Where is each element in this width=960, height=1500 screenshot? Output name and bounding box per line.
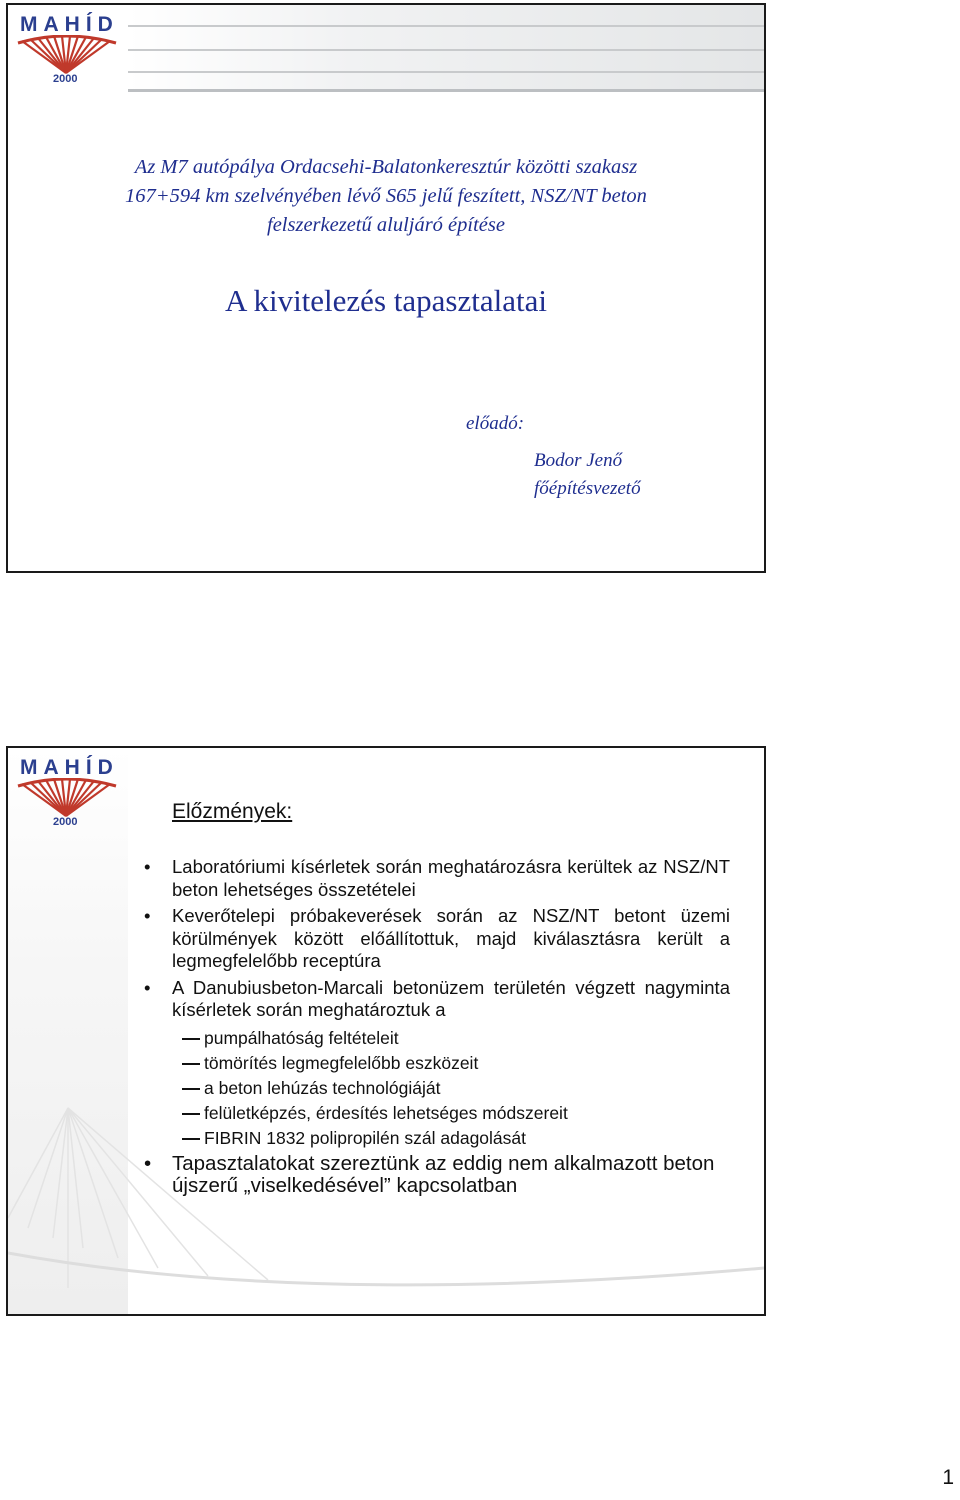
bullet-text: Laboratóriumi kísérletek során meghatározásra kerültek az NSZ/NT beton lehetséges összetételei: [172, 856, 730, 900]
content-slide: [6, 746, 766, 1316]
bullet-item: [140, 1153, 730, 1197]
sub-item: [140, 1051, 730, 1076]
logo-wordmark: MAHÍD: [20, 13, 119, 36]
bridge-fan-icon: [16, 778, 124, 818]
sub-item: [140, 1076, 730, 1101]
bullet-item: [140, 977, 730, 1022]
bridge-fan-icon: [16, 35, 124, 75]
sub-item-text: a beton lehúzás technológiáját: [204, 1077, 441, 1098]
title-line: 167+594 km szelvényében lévő S65 jelű feszített, NSZ/NT beton: [125, 185, 647, 207]
bullet-text: A Danubiusbeton-Marcali betonüzem területén végzett nagyminta kísérletek során meghatároztuk a: [172, 976, 730, 1020]
bullet-text: Keverőtelepi próbakeverések során az NSZ/NT betont üzemi körülmények között előállítottuk, majd kiválasztásra került a legmegfelelőbb receptúra: [172, 905, 730, 971]
sub-item: [140, 1126, 730, 1151]
page-number: 1: [942, 1466, 954, 1489]
bullet-marker: •: [144, 905, 151, 926]
presenter-name: Bodor Jenő: [534, 450, 623, 471]
bullet-list: [140, 856, 730, 1201]
sub-item-text: pumpálhatóság feltételeit: [204, 1027, 399, 1048]
bullet-text: Tapasztalatokat szereztünk az eddig nem alkalmazott beton újszerű „viselkedésével” kapcsolatban: [172, 1151, 715, 1197]
title-slide: [6, 3, 766, 573]
title-line: Az M7 autópálya Ordacsehi-Balatonkeresztúr közötti szakasz: [134, 156, 638, 178]
presentation-subtitle: A kivitelezés tapasztalatai: [225, 283, 547, 318]
presenter-label: előadó:: [466, 413, 525, 434]
bullet-item: [140, 856, 730, 901]
logo-year: 2000: [53, 816, 78, 828]
dash-marker: [182, 1088, 200, 1090]
slide-heading: Előzmények:: [172, 800, 293, 823]
dash-marker: [182, 1113, 200, 1115]
presentation-title: [48, 153, 724, 240]
bullet-marker: •: [144, 976, 151, 998]
header-streak: [128, 5, 764, 89]
mahid-logo: [16, 754, 124, 832]
dash-marker: [182, 1063, 200, 1065]
sub-item: [140, 1101, 730, 1126]
dash-marker: [182, 1138, 200, 1140]
sub-item-text: tömörítés legmegfelelőbb eszközeit: [204, 1052, 479, 1073]
logo-wordmark: MAHÍD: [20, 756, 119, 779]
dash-marker: [182, 1038, 200, 1040]
bullet-marker: •: [144, 1151, 152, 1175]
bullet-item: [140, 905, 730, 973]
logo-year: 2000: [53, 73, 78, 85]
mahid-logo: [16, 11, 124, 89]
header-divider: [128, 89, 764, 92]
sub-item: [140, 1026, 730, 1051]
bullet-marker: •: [144, 856, 151, 877]
title-line: felszerkezetű aluljáró építése: [267, 214, 505, 236]
presenter-role: főépítésvezető: [534, 478, 641, 499]
sub-item-text: felületképzés, érdesítés lehetséges módszereit: [204, 1102, 568, 1123]
sub-item-text: FIBRIN 1832 polipropilén szál adagolását: [204, 1127, 526, 1148]
